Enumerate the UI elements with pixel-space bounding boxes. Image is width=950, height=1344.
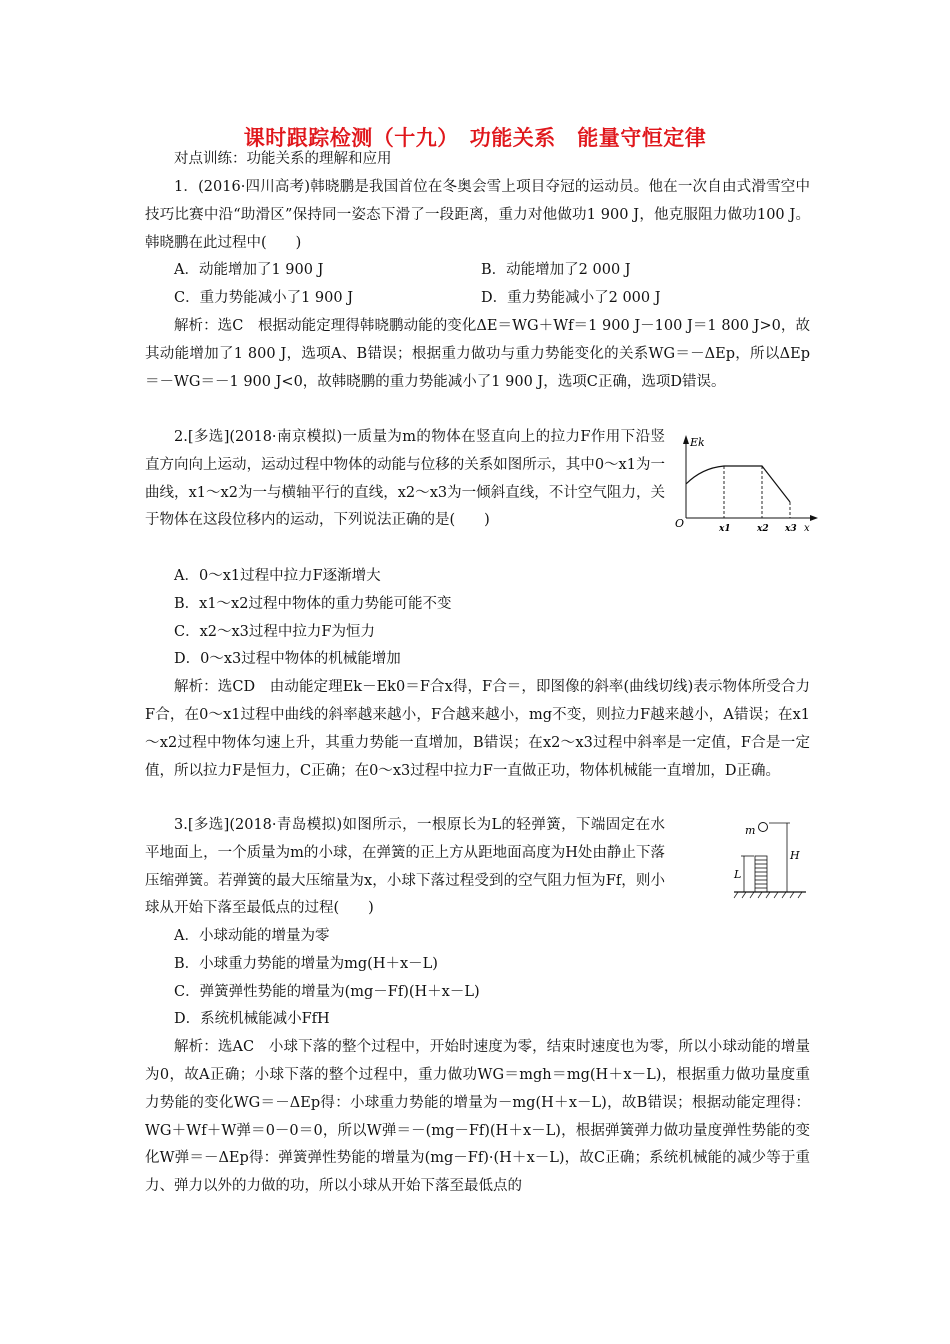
question-2-stem: 2.[多选](2018·南京模拟)一质量为m的物体在竖直向上的拉力F作用下沿竖直方向向上运动，运动过程中物体的动能与位移的关系如图所示，其中0～x1为一曲线，x1～x2为一与横轴平行的直线，x2～x3为一倾斜直线，不计空气阻力，关于物体在这段位移内的运动，下列说法正确的是( ) [145, 429, 665, 529]
question-1-options-row-2 [145, 285, 810, 313]
x1-tick-label: x1 [719, 524, 731, 534]
x-axis-label: x [804, 523, 810, 534]
option-b: B．动能增加了2 000 J [481, 262, 631, 279]
spring-icon [755, 856, 767, 892]
question-3-stem-block [145, 812, 665, 923]
origin-label: O [675, 517, 685, 530]
length-label: L [734, 868, 742, 881]
section-heading: 对点训练：功能关系的理解和应用 [174, 151, 392, 167]
ek-x-graph [672, 432, 822, 534]
question-1-stem: 1．(2016·四川高考)韩晓鹏是我国首位在冬奥会雪上项目夺冠的运动员。他在一次自由式滑雪空中技巧比赛中沿“助滑区”保持同一姿态下滑了一段距离，重力对他做功1 900 J，他克服阻力做功100 J。韩晓鹏在此过程中( ) [145, 179, 810, 251]
question-2-rest [145, 563, 810, 785]
option-a: A．0～x1过程中拉力F逐渐增大 [174, 568, 381, 584]
option-c: C．x2～x3过程中拉力F为恒力 [174, 623, 375, 640]
ek-curve [686, 466, 790, 502]
x3-tick-label: x3 [785, 524, 797, 534]
y-axis-arrow-icon [683, 435, 689, 444]
option-b: B．小球重力势能的增量为mg(H＋x－L) [174, 955, 438, 972]
question-1-options-row-1 [145, 257, 810, 285]
option-c: C．弹簧弹性势能的增量为(mg－Ff)(H＋x－L) [174, 983, 480, 1000]
option-b: B．x1～x2过程中物体的重力势能可能不变 [174, 595, 452, 612]
mass-label: m [745, 824, 756, 837]
spring-ball-figure [732, 814, 812, 900]
question-3-rest [145, 923, 810, 1201]
height-label: H [790, 849, 800, 862]
ground-hatch [734, 892, 802, 898]
question-1-analysis: 解析：选C 根据动能定理得韩晓鹏动能的变化ΔE＝WG＋Wf＝1 900 J－100 J＝1 800 J>0，故其动能增加了1 800 J，选项A、B错误；根据重力做功与重力势能变化的关系WG＝－ΔEp，所以ΔEp＝－WG＝－1 900 J<0，故韩晓鹏的重力势能减小了1 900 J，选项C正确，选项D错误。 [145, 317, 810, 390]
question-1 [145, 174, 810, 396]
x-axis-arrow-icon [810, 515, 818, 521]
question-3-stem: 3.[多选](2018·青岛模拟)如图所示，一根原长为L的轻弹簧，下端固定在水平地面上，一个质量为m的小球，在弹簧的正上方从距地面高度为H处由静止下落压缩弹簧。若弹簧的最大压缩量为x，小球下落过程受到的空气阻力恒为Ff，则小球从开始下落至最低点的过程( ) [145, 817, 665, 917]
option-d: D．重力势能减小了2 000 J [481, 290, 661, 307]
option-d: D．系统机械能减小FfH [174, 1011, 330, 1028]
question-2-stem-block [145, 424, 665, 535]
ball-icon [759, 823, 768, 832]
option-a: A．动能增加了1 900 J [174, 262, 324, 279]
option-a: A．小球动能的增量为零 [174, 928, 330, 944]
option-c: C．重力势能减小了1 900 J [174, 290, 354, 307]
option-d: D．0～x3过程中物体的机械能增加 [174, 651, 401, 668]
y-axis-label: Ek [690, 436, 705, 449]
x2-tick-label: x2 [757, 524, 769, 534]
page-title: 课时跟踪检测（十九） 功能关系 能量守恒定律 [243, 126, 707, 150]
question-3-analysis: 解析：选AC 小球下落的整个过程中，开始时速度为零，结束时速度也为零，所以小球动能的增量为0，故A正确；小球下落的整个过程中，重力做功WG＝mgh＝mg(H＋x－L)，根据重力做功量度重力势能的变化WG＝－ΔEp得：小球重力势能的增量为－mg(H＋x－L)，故B错误；根据动能定理得：WG＋Wf＋W弹＝0－0＝0，所以W弹＝－(mg－Ff)(H＋x－L)，根据弹簧弹力做功量度弹性势能的变化W弹＝－ΔEp得：弹簧弹性势能的增量为(mg－Ff)·(H＋x－L)，故C正确；系统机械能的减少等于重力、弹力以外的力做的功，所以小球从开始下落至最低点的 [145, 1039, 810, 1195]
question-2-analysis: 解析：选CD 由动能定理Ek－Ek0＝F合x得，F合＝，即图像的斜率(曲线切线)表示物体所受合力F合，在0～x1过程中曲线的斜率越来越小，F合越来越小，mg不变，则拉力F越来越小，A错误；在x1～x2过程中物体匀速上升，其重力势能一直增加，B错误；在x2～x3过程中斜率是一定值，F合是一定值，所以拉力F是恒力，C正确；在0～x3过程中拉力F一直做正功，物体机械能一直增加，D正确。 [145, 679, 810, 779]
